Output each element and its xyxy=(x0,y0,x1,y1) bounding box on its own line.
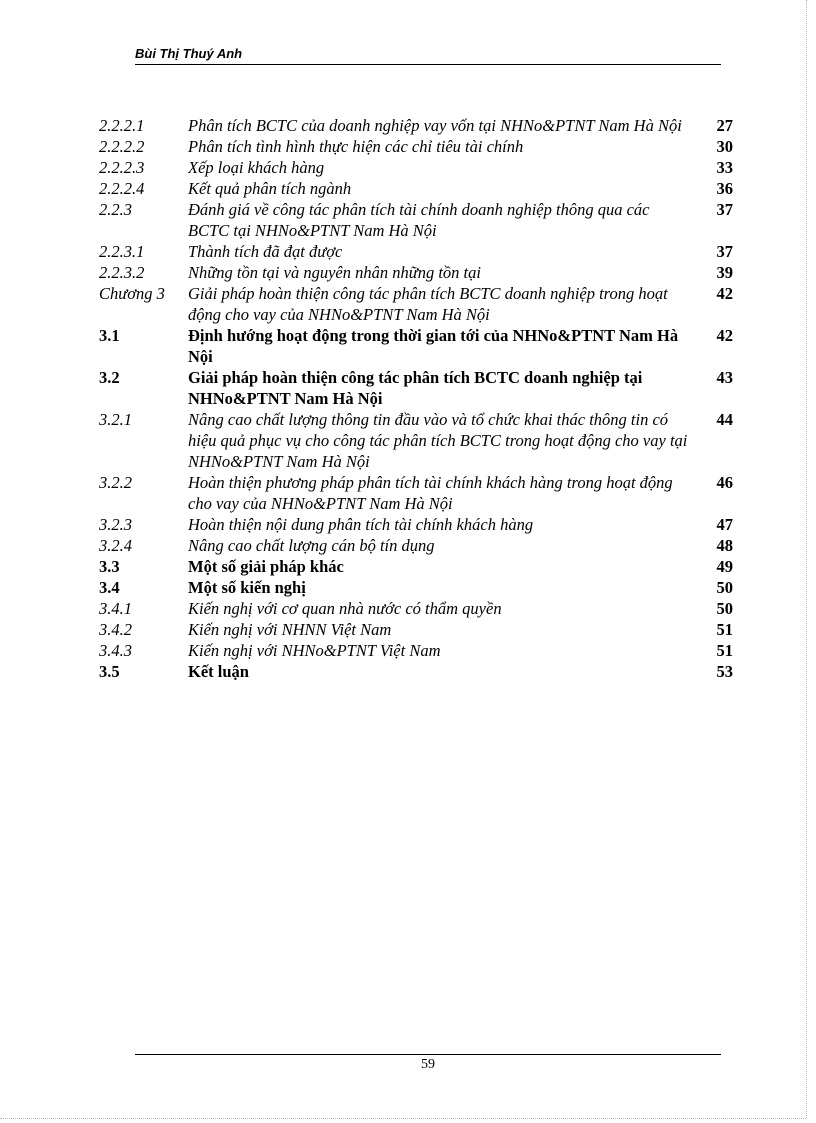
toc-entry-page: 47 xyxy=(716,515,733,534)
toc-entry-page: 42 xyxy=(716,284,733,303)
toc-entry-number: 2.2.2.1 xyxy=(99,116,145,135)
header-author: Bùi Thị Thuý Anh xyxy=(135,46,243,61)
toc-entry-title: Thành tích đã đạt được xyxy=(188,242,343,261)
toc-entry-title: Kiến nghị với NHNo&PTNT Việt Nam xyxy=(188,641,441,660)
toc-entry-page: 39 xyxy=(716,263,733,282)
toc-entry xyxy=(99,598,739,619)
toc-entry-page: 33 xyxy=(716,158,733,177)
toc-entry-title: Xếp loại khách hàng xyxy=(188,158,325,177)
toc-entry-title: Kiến nghị với NHNN Việt Nam xyxy=(188,620,392,639)
toc-entry-page: 49 xyxy=(716,557,733,576)
toc-entry-title: Đánh giá về công tác phân tích tài chính doanh nghiệp thông qua các BCTC tại NHNo&PTNT Nam Hà Nội xyxy=(188,200,650,240)
toc-entry-number: 3.2.4 xyxy=(99,536,132,555)
toc-entry-number: 3.4.1 xyxy=(99,599,132,618)
page-edge-bottom xyxy=(0,1118,806,1120)
toc-entry-page: 46 xyxy=(716,473,733,492)
toc-entry-page: 36 xyxy=(716,179,733,198)
toc-entry-number: 2.2.2.3 xyxy=(99,158,145,177)
toc-entry-title: Một số kiến nghị xyxy=(188,578,306,597)
toc-entry-title: Giải pháp hoàn thiện công tác phân tích BCTC doanh nghiệp trong hoạt động cho vay của NHNo&PTNT Nam Hà Nội xyxy=(188,284,668,324)
toc-entry-page: 37 xyxy=(716,200,733,219)
toc-entry-page: 51 xyxy=(716,641,733,660)
toc-entry-title: Những tồn tại và nguyên nhân những tồn tại xyxy=(188,263,481,282)
toc-entry-page: 37 xyxy=(716,242,733,261)
toc-entry-page: 48 xyxy=(716,536,733,555)
toc-entry xyxy=(99,178,739,199)
toc-entry-number: 3.2.2 xyxy=(99,473,132,492)
footer-rule xyxy=(135,1054,721,1055)
toc-entry xyxy=(99,136,739,157)
toc-entry xyxy=(99,157,739,178)
toc-entry xyxy=(99,619,739,640)
toc-entry xyxy=(99,283,739,325)
toc-entry-number: 3.5 xyxy=(99,662,120,681)
toc-entry-page: 53 xyxy=(716,662,733,681)
toc-entry-title: Kết luận xyxy=(188,662,249,681)
toc-entry xyxy=(99,472,739,514)
toc-entry-page: 51 xyxy=(716,620,733,639)
toc-entry-title: Kiến nghị với cơ quan nhà nước có thẩm quyền xyxy=(188,599,502,618)
toc-entry-number: 3.4 xyxy=(99,578,120,597)
toc-entry-number: 3.2 xyxy=(99,368,120,387)
toc-entry xyxy=(99,199,739,241)
toc-entry-number: 2.2.2.2 xyxy=(99,137,145,156)
toc-entry-title: Giải pháp hoàn thiện công tác phân tích BCTC doanh nghiệp tại NHNo&PTNT Nam Hà Nội xyxy=(188,368,643,408)
toc-entry xyxy=(99,661,739,682)
page-edge-right xyxy=(806,0,808,1118)
toc-entry xyxy=(99,535,739,556)
toc-entry xyxy=(99,367,739,409)
toc-entry-page: 50 xyxy=(716,599,733,618)
toc-entry xyxy=(99,409,739,472)
toc-entry-page: 27 xyxy=(716,116,733,135)
toc-entry-title: Kết quả phân tích ngành xyxy=(188,179,352,198)
toc-entry-number: 2.2.2.4 xyxy=(99,179,145,198)
toc-entry xyxy=(99,514,739,535)
toc-entry-title: Hoàn thiện phương pháp phân tích tài chính khách hàng trong hoạt động cho vay của NHNo&PTNT Nam Hà Nội xyxy=(188,473,673,513)
toc-entry-title: Hoàn thiện nội dung phân tích tài chính khách hàng xyxy=(188,515,534,534)
header-rule xyxy=(135,64,721,65)
toc-entry xyxy=(99,325,739,367)
toc-entry xyxy=(99,115,739,136)
toc-entry xyxy=(99,262,739,283)
toc-entry-number: 3.4.2 xyxy=(99,620,132,639)
toc-entry-title: Nâng cao chất lượng thông tin đầu vào và tổ chức khai thác thông tin có hiệu quả phục vụ cho công tác phân tích BCTC trong hoạt động cho vay tại NHNo&PTNT Nam Hà Nội xyxy=(188,410,688,471)
toc-entry xyxy=(99,241,739,262)
toc-entry-number: 2.2.3.2 xyxy=(99,263,145,282)
toc-entry-number: 3.2.1 xyxy=(99,410,132,429)
toc-entry-page: 30 xyxy=(716,137,733,156)
toc-entry-title: Định hướng hoạt động trong thời gian tới của NHNo&PTNT Nam Hà Nội xyxy=(188,326,679,366)
toc-entry-number: Chương 3 xyxy=(99,284,165,303)
toc-entry-page: 43 xyxy=(716,368,733,387)
toc-entry-number: 3.1 xyxy=(99,326,120,345)
toc-entry-number: 3.4.3 xyxy=(99,641,132,660)
toc-entry-number: 3.2.3 xyxy=(99,515,132,534)
toc-entry xyxy=(99,556,739,577)
toc-entry xyxy=(99,577,739,598)
toc-entry-number: 2.2.3.1 xyxy=(99,242,145,261)
toc-entry-number: 3.3 xyxy=(99,557,120,576)
toc-entry-page: 44 xyxy=(716,410,733,429)
toc-entry-title: Nâng cao chất lượng cán bộ tín dụng xyxy=(188,536,435,555)
table-of-contents xyxy=(99,115,739,682)
toc-entry-title: Phân tích BCTC của doanh nghiệp vay vốn tại NHNo&PTNT Nam Hà Nội xyxy=(188,116,682,135)
toc-entry-page: 42 xyxy=(716,326,733,345)
toc-entry-number: 2.2.3 xyxy=(99,200,132,219)
toc-entry-page: 50 xyxy=(716,578,733,597)
toc-entry xyxy=(99,640,739,661)
toc-entry-title: Một số giải pháp khác xyxy=(188,557,344,576)
footer-page-number: 59 xyxy=(421,1057,435,1072)
toc-entry-title: Phân tích tình hình thực hiện các chỉ tiêu tài chính xyxy=(188,137,524,156)
